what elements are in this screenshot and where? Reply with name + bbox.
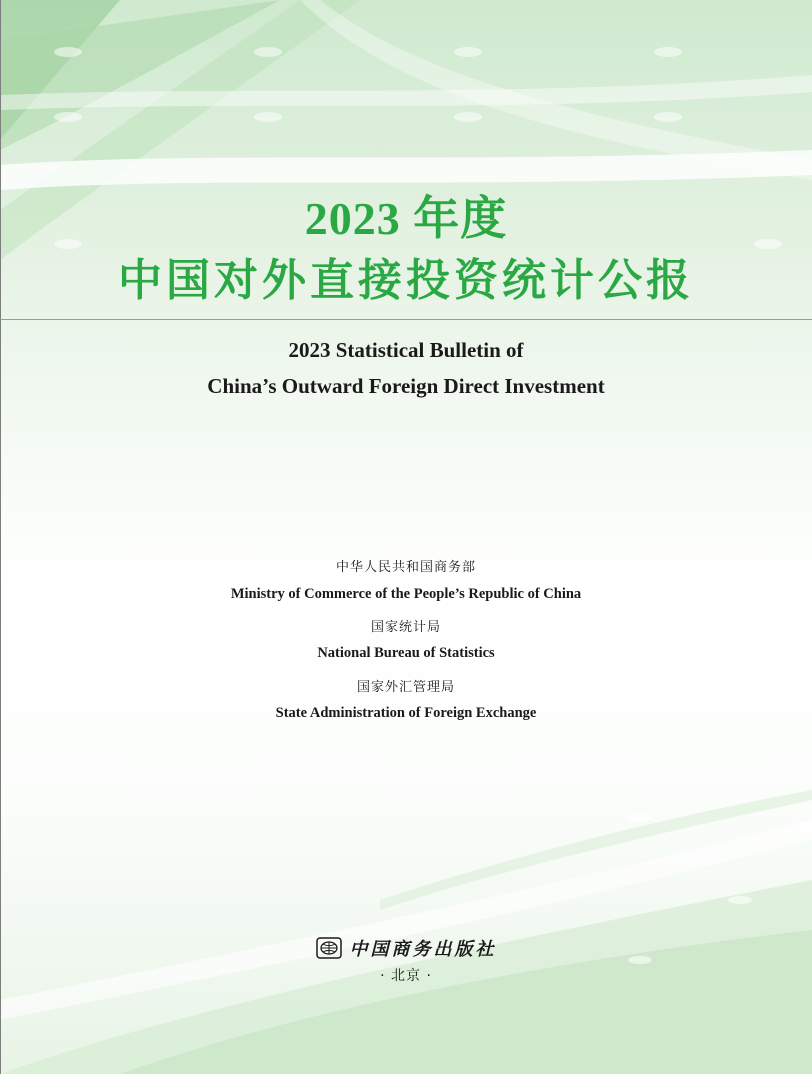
publisher-logo-icon <box>316 937 342 959</box>
publisher-block <box>0 934 812 962</box>
org-forex-en: State Administration of Foreign Exchange <box>275 705 537 721</box>
title-chinese-year: 2023 年度 <box>304 193 508 244</box>
org-commerce-cn: 中华人民共和国商务部 <box>335 560 476 575</box>
cover-left-edge <box>0 0 1 1074</box>
org-forex-cn: 国家外汇管理局 <box>356 680 455 695</box>
title-english-line1: 2023 Statistical Bulletin of <box>288 338 524 362</box>
title-english-line2: China’s Outward Foreign Direct Investment <box>207 374 605 398</box>
title-divider <box>0 319 812 320</box>
publisher-name: 中国商务出版社 <box>349 939 497 960</box>
title-chinese-main: 中国对外直接投资统计公报 <box>118 255 694 306</box>
publisher-city: · 北京 · <box>380 968 432 984</box>
org-commerce-en: Ministry of Commerce of the People’s Republic of China <box>230 586 582 602</box>
org-statistics-cn: 国家统计局 <box>370 620 441 635</box>
org-statistics-en: National Bureau of Statistics <box>317 645 495 661</box>
